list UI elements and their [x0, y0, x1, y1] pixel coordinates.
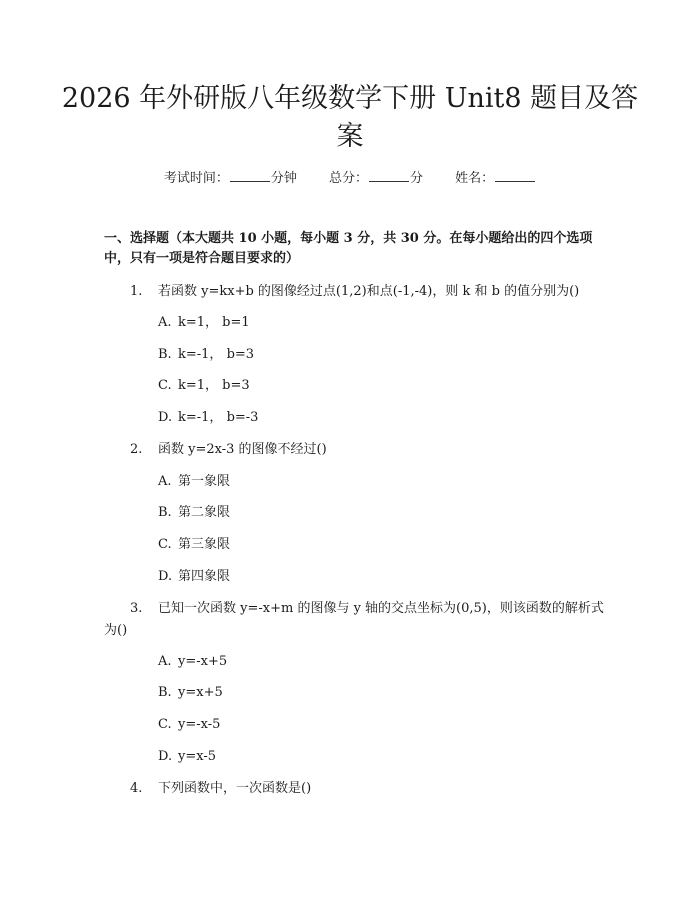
- question-text: 若函数 y=kx+b 的图像经过点(1,2)和点(-1,-4)，则 k 和 b 的值分别为(): [158, 284, 580, 299]
- question-number: 1.: [130, 284, 143, 299]
- option-1b[interactable]: [158, 345, 254, 365]
- question-3: [104, 598, 604, 642]
- option-text: 第二象限: [178, 505, 231, 520]
- total-score-label: 总分：: [328, 171, 368, 186]
- option-text: y=x-5: [178, 749, 217, 764]
- option-3a[interactable]: [158, 652, 227, 672]
- exam-time-unit: 分钟: [270, 171, 297, 186]
- option-text: y=x+5: [178, 685, 223, 700]
- exam-time-label: 考试时间：: [163, 171, 229, 186]
- option-letter: C.: [158, 717, 172, 732]
- option-letter: C.: [158, 537, 172, 552]
- option-letter: A.: [158, 315, 172, 330]
- option-2a[interactable]: [158, 472, 230, 492]
- option-letter: D.: [158, 569, 173, 584]
- document-title: 2026 年外研版八年级数学下册 Unit8 题目及答案: [61, 83, 639, 152]
- question-number: 4.: [130, 781, 143, 796]
- question-number: 3.: [130, 601, 143, 616]
- student-name: [455, 167, 536, 189]
- option-letter: B.: [158, 505, 172, 520]
- exam-time-blank[interactable]: [230, 167, 270, 182]
- question-4: [104, 778, 604, 800]
- question-1: [104, 281, 604, 303]
- option-text: k=1， b=3: [178, 378, 250, 393]
- exam-time: [164, 167, 297, 189]
- option-text: 第四象限: [178, 569, 231, 584]
- option-letter: D.: [158, 410, 173, 425]
- option-text: k=-1， b=-3: [178, 410, 259, 425]
- option-letter: A.: [158, 474, 172, 489]
- option-letter: A.: [158, 654, 172, 669]
- option-text: y=-x-5: [178, 717, 221, 732]
- option-3b[interactable]: [158, 683, 223, 703]
- option-letter: B.: [158, 347, 172, 362]
- student-name-blank[interactable]: [495, 167, 535, 182]
- option-1d[interactable]: [158, 408, 258, 428]
- question-number: 2.: [130, 442, 143, 457]
- option-text: 第三象限: [178, 537, 231, 552]
- option-text: y=-x+5: [178, 654, 228, 669]
- question-text: 下列函数中，一次函数是(): [158, 781, 312, 796]
- total-score-blank[interactable]: [369, 167, 409, 182]
- option-3d[interactable]: [158, 747, 216, 767]
- option-text: k=1， b=1: [178, 315, 250, 330]
- exam-info: [0, 167, 700, 189]
- section-heading: 一、选择题（本大题共 10 小题，每小题 3 分，共 30 分。在每小题给出的四个选项中，只有一项是符合题目要求的）: [104, 231, 593, 266]
- option-letter: B.: [158, 685, 172, 700]
- option-text: 第一象限: [178, 474, 231, 489]
- total-score-unit: 分: [410, 171, 424, 186]
- total-score: [329, 167, 423, 189]
- option-3c[interactable]: [158, 715, 220, 735]
- option-text: k=-1， b=3: [178, 347, 255, 362]
- option-2b[interactable]: [158, 503, 230, 523]
- option-letter: D.: [158, 749, 173, 764]
- option-2d[interactable]: [158, 567, 230, 587]
- option-1a[interactable]: [158, 313, 250, 333]
- option-1c[interactable]: [158, 376, 250, 396]
- option-letter: C.: [158, 378, 172, 393]
- question-text: 已知一次函数 y=-x+m 的图像与 y 轴的交点坐标为(0,5)，则该函数的解析式为(): [104, 601, 604, 638]
- question-text: 函数 y=2x-3 的图像不经过(): [158, 442, 327, 457]
- question-2: [104, 439, 604, 461]
- student-name-label: 姓名：: [455, 171, 495, 186]
- option-2c[interactable]: [158, 535, 230, 555]
